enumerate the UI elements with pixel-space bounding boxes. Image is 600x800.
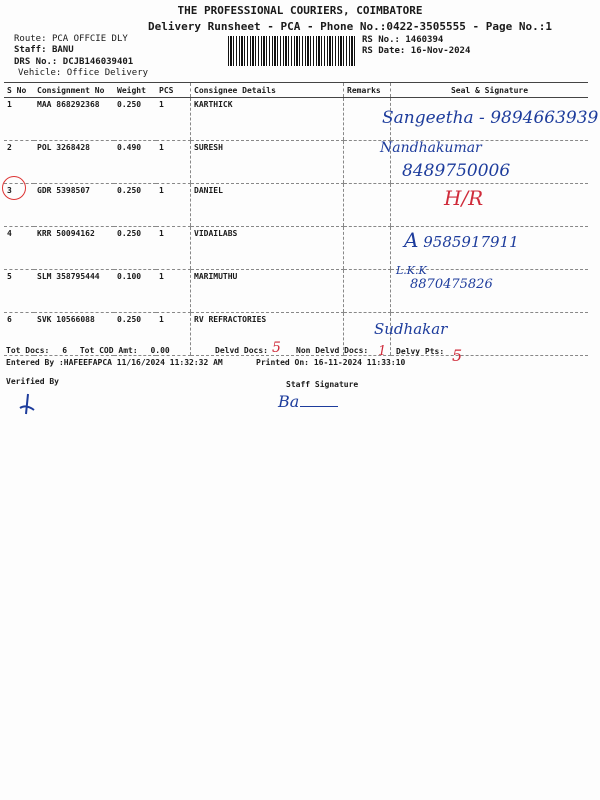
delvy-pts-label: Delvy Pts: xyxy=(396,347,445,356)
staff-signature-stroke xyxy=(300,406,338,407)
table-header-row xyxy=(4,83,588,98)
rs-date-line: RS Date: 16-Nov-2024 xyxy=(362,46,471,56)
verified-by-label: Verified By xyxy=(6,377,59,386)
printed-on-value: 16-11-2024 11:33:10 xyxy=(313,358,406,367)
rs-date-value: 16-Nov-2024 xyxy=(410,46,471,56)
handwritten-non-delvd-count: 1 xyxy=(378,344,387,359)
barcode-image xyxy=(228,36,356,66)
handwritten-signature-row2: Nandhakumar xyxy=(380,140,482,156)
handwritten-delvy-pts: 5 xyxy=(452,346,463,365)
staff-signature-label: Staff Signature xyxy=(286,380,359,389)
table-row: 5 SLM 358795444 0.100 1 MARIMUTHU xyxy=(4,270,588,313)
handwritten-signature-row5: L.K.K xyxy=(396,264,427,277)
table-row: 2 POL 3268428 0.490 1 SURESH xyxy=(4,141,588,184)
handwritten-signature-row6: Sudhakar xyxy=(374,320,448,338)
table-row: 6 SVK 10566088 0.250 1 RV REFRACTORIES xyxy=(4,313,588,356)
col-pcs: PCS xyxy=(156,83,191,98)
rs-no-line: RS No.: 1460394 xyxy=(362,35,444,45)
staff-value: BANU xyxy=(51,45,74,55)
tot-docs-value: 6 xyxy=(62,346,68,355)
tot-cod-value: 0.00 xyxy=(150,346,170,355)
drs-value: DCJB146039401 xyxy=(62,57,134,67)
verifier-signature-mark xyxy=(16,392,40,418)
col-remarks: Remarks xyxy=(344,83,391,98)
delvd-docs-label: Delvd Docs: xyxy=(215,346,268,355)
col-consignee: Consignee Details xyxy=(191,83,344,98)
col-weight: Weight xyxy=(114,83,156,98)
route-value: PCA OFFCIE DLY xyxy=(51,34,128,44)
vehicle-value: Office Delivery xyxy=(66,68,149,78)
handwritten-delvd-count: 5 xyxy=(272,340,281,356)
drs-line: DRS No.: DCJB146039401 xyxy=(14,57,134,67)
vehicle-line: Vehicle: Office Delivery xyxy=(18,68,149,78)
non-delvd-label: Non Delvd Docs: xyxy=(296,346,369,355)
table-row: 3 GDR 5398507 0.250 1 DANIEL xyxy=(4,184,588,227)
company-title: THE PROFESSIONAL COURIERS, COIMBATORE xyxy=(177,4,423,17)
handwritten-phone-row5: 8870475826 xyxy=(410,277,493,292)
handwritten-signature-row4: A 9585917911 xyxy=(404,228,519,252)
route-line: Route: PCA OFFCIE DLY xyxy=(14,34,128,44)
runsheet-subtitle: Delivery Runsheet - PCA - Phone No.:0422-3505555 - Page No.:1 xyxy=(148,20,552,33)
col-sno: S No xyxy=(4,83,34,98)
table-row: 1 MAA 868292368 0.250 1 KARTHICK xyxy=(4,98,588,141)
row3-red-circle-mark xyxy=(2,176,26,200)
handwritten-signature-row1: Sangeetha - 9894663939 xyxy=(382,108,599,128)
handwritten-mark-row3: H/R xyxy=(444,186,484,210)
entered-by-value: HAFEEFAPCA 11/16/2024 11:32:32 AM xyxy=(63,358,223,367)
rs-no-value: 1460394 xyxy=(405,35,444,45)
totals-line: Tot Docs: 6 Tot COD Amt: 0.00 xyxy=(6,346,178,355)
table-row: 4 KRR 50094162 0.250 1 VIDAILABS xyxy=(4,227,588,270)
handwritten-staff-signature: Ba xyxy=(278,392,300,411)
col-consignment: Consignment No xyxy=(34,83,114,98)
col-signature: Seal & Signature xyxy=(391,83,589,98)
entered-by-line: Entered By :HAFEEFAPCA 11/16/2024 11:32:32 AM xyxy=(6,358,223,367)
printed-on-line: Printed On: 16-11-2024 11:33:10 xyxy=(256,358,406,367)
handwritten-phone-row2: 8489750006 xyxy=(402,161,511,181)
staff-line: Staff: BANU xyxy=(14,45,74,55)
